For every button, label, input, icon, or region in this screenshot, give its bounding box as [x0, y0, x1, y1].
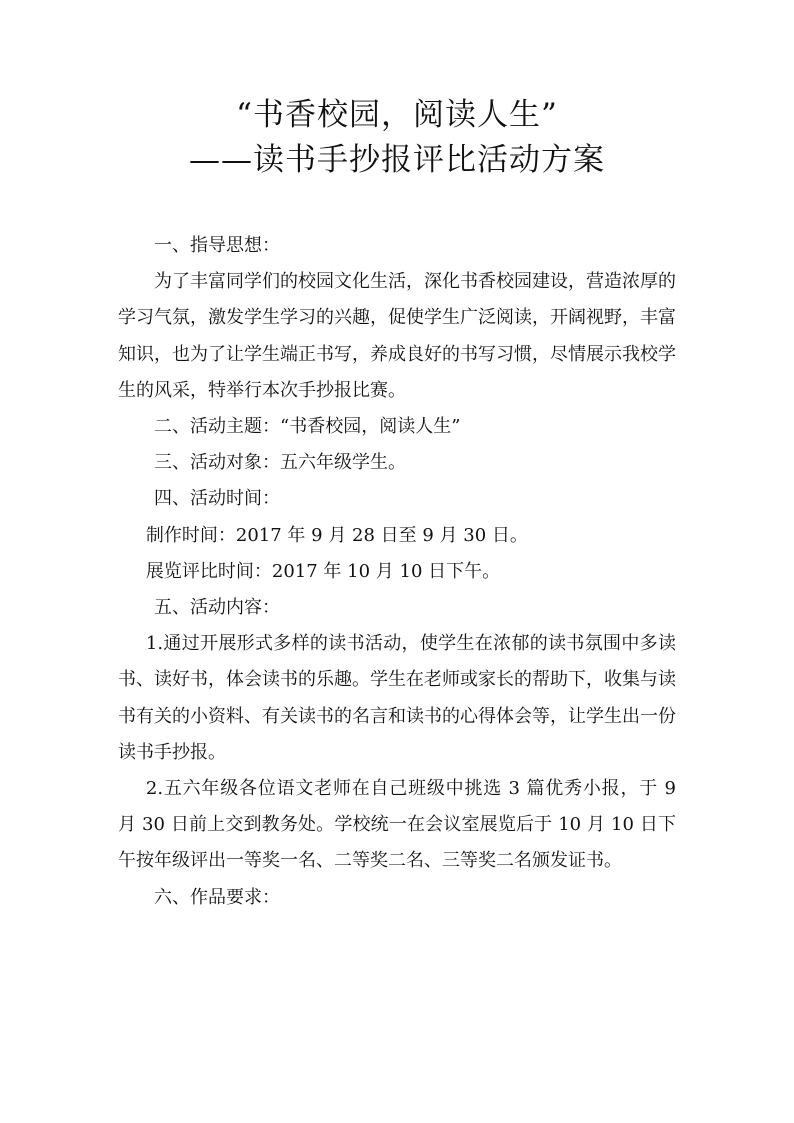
section-heading-work-requirements: 六、作品要求： — [154, 886, 280, 908]
section-heading-activity-time: 四、活动时间： — [154, 488, 280, 510]
activity-time-production: 制作时间：2017 年 9 月 28 日至 9 月 30 日。 — [145, 524, 528, 546]
document-subtitle: ——读书手抄报评比活动方案 — [189, 142, 605, 178]
activity-time-exhibition: 展览评比时间：2017 年 10 月 10 日下午。 — [145, 560, 501, 582]
document-body — [118, 228, 676, 916]
document-title: “书香校园，阅读人生” — [236, 97, 558, 133]
section-heading-activity-content: 五、活动内容： — [154, 597, 280, 619]
activity-content-item-1: 1.通过开展形式多样的读书活动，使学生在浓郁的读书氛围中多读书、读好书，体会读书的乐趣。学生在老师或家长的帮助下，收集与读书有关的小资料、有关读书的名言和读书的心得体会等，让学生出一份读书手抄报。 — [118, 633, 676, 763]
section-heading-activity-theme: 二、活动主题：“书香校园，阅读人生” — [154, 416, 461, 438]
activity-content-item-2: 2.五六年级各位语文老师在自己班级中挑选 3 篇优秀小报，于 9 月 30 日前上交到教务处。学校统一在会议室展览后于 10 月 10 日下午按年级评出一等奖一名、二等奖二名、三等奖二名颁发证书。 — [118, 778, 676, 872]
section-heading-activity-target: 三、活动对象：五六年级学生。 — [154, 452, 406, 474]
section-body-guiding-thought: 为了丰富同学们的校园文化生活，深化书香校园建设，营造浓厚的学习气氛，激发学生学习的兴趣，促使学生广泛阅读，开阔视野，丰富知识，也为了让学生端正书写，养成良好的书写习惯，尽情展示我校学生的风采，特举行本次手抄报比赛。 — [118, 271, 676, 401]
section-heading-guiding-thought: 一、指导思想： — [154, 235, 280, 256]
